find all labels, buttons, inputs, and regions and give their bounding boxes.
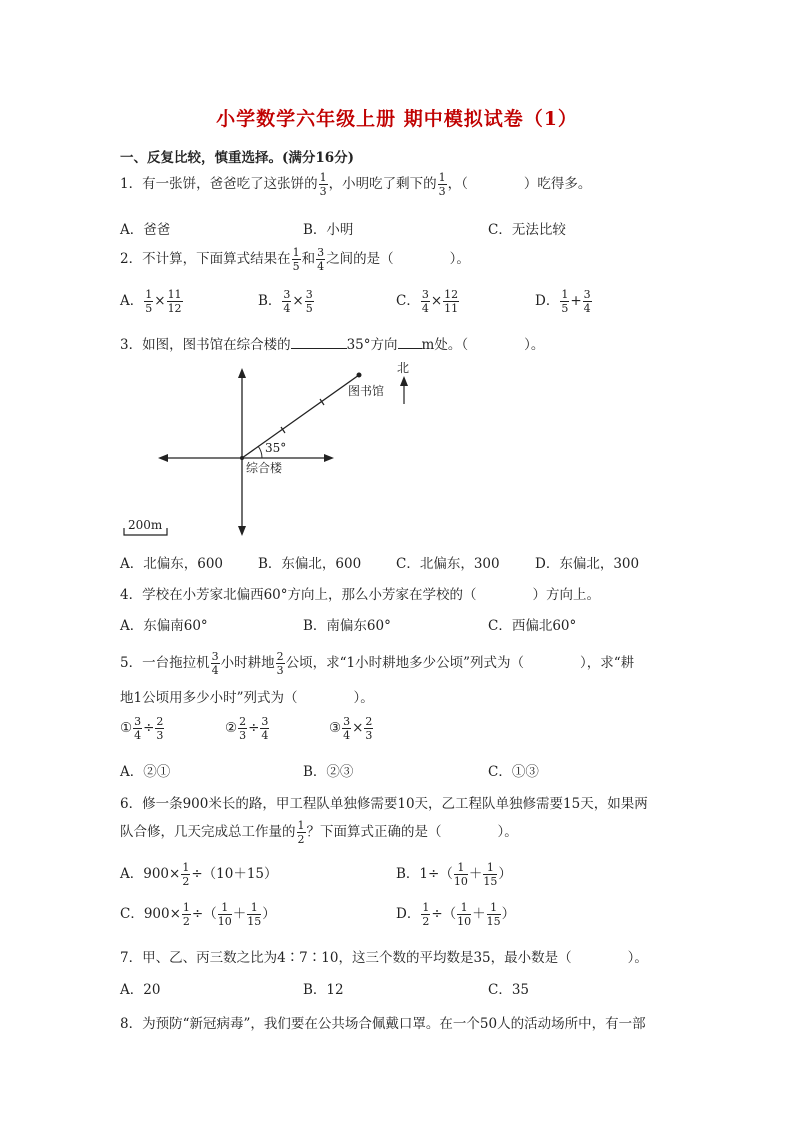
question-3: 3．如图，图书馆在综合楼的 35°方向 m处。（ ）。 <box>120 337 545 353</box>
q6-option-c[interactable]: C．900× $\frac{1}{2}$ ÷（ $\frac{1}{10}$ ＋ $\frac{1}{15}$ ） <box>120 901 276 928</box>
question-5-line-2: 地1公顷用多少小时”列式为（ ）。 <box>120 690 374 706</box>
q4-option-c[interactable]: C．西偏北60° <box>488 618 577 634</box>
question-4: 4．学校在小芳家北偏西60°方向上，那么小芳家在学校的（ ）方向上。 <box>120 587 601 603</box>
question-7: 7．甲、乙、丙三数之比为4∶7∶10，这三个数的平均数是35，最小数是（ ）。 <box>120 950 648 966</box>
q6-option-d[interactable]: D． $\frac{1}{2}$ ÷（ $\frac{1}{10}$ ＋ $\frac{1}{15}$ ） <box>396 901 516 928</box>
north-label: 北 <box>397 361 410 375</box>
scale-label: 200m <box>128 518 163 532</box>
question-8: 8．为预防“新冠病毒”，我们要在公共场合佩戴口罩。在一个50人的活动场所中，有一部 <box>120 1016 646 1032</box>
q5-option-a[interactable]: A．②① <box>120 764 171 780</box>
fraction: $\frac{1}{3}$ <box>319 171 327 198</box>
question-6-line-2: 队合修，几天完成总工作量的 $\frac{1}{2}$ ？下面算式正确的是（ ）。 <box>120 819 518 846</box>
fraction: $\frac{1}{3}$ <box>438 171 446 198</box>
question-5: 5．一台拖拉机 $\frac{3}{4}$ 小时耕地 $\frac{2}{3}$ 公顷，求“1小时耕地多少公顷”列式为（ ），求“耕 <box>120 650 635 677</box>
q6-option-b[interactable]: B．1÷（ $\frac{1}{10}$ ＋ $\frac{1}{15}$ ） <box>396 861 512 888</box>
section-heading: 一、反复比较，慎重选择。(满分16分) <box>120 150 355 166</box>
q3-option-b[interactable]: B．东偏北，600 <box>258 556 362 572</box>
q7-option-b[interactable]: B．12 <box>303 982 344 998</box>
library-label: 图书馆 <box>348 384 385 398</box>
q4-option-a[interactable]: A．东偏南60° <box>120 618 208 634</box>
q2-option-d[interactable]: D． $\frac{1}{5}$ + $\frac{3}{4}$ <box>535 288 591 315</box>
q2-option-a[interactable]: A． $\frac{1}{5}$ × $\frac{11}{12}$ <box>120 288 182 315</box>
origin-point <box>240 456 244 460</box>
arrow-right-icon <box>324 454 334 462</box>
arrow-up-icon <box>238 368 246 378</box>
question-1: 1．有一张饼，爸爸吃了这张饼的 $\frac{1}{3}$ ，小明吃了剩下的 $\frac{1}{3}$ ，（ ）吃得多。 <box>120 171 592 198</box>
q3-option-c[interactable]: C．北偏东，300 <box>396 556 500 572</box>
question-6: 6．修一条900米长的路，甲工程队单独修需要10天，乙工程队单独修需要15天，如果两 <box>120 796 648 812</box>
q5-expression-3: ③ $\frac{3}{4}$ × $\frac{2}{3}$ <box>329 715 373 742</box>
q3-option-d[interactable]: D．东偏北，300 <box>535 556 640 572</box>
q2-option-c[interactable]: C． $\frac{3}{4}$ × $\frac{12}{11}$ <box>396 288 459 315</box>
page-title: 小学数学六年级上册 期中模拟试卷（1） <box>216 108 578 130</box>
q1-option-b[interactable]: B．小明 <box>303 222 354 238</box>
q3-option-a[interactable]: A．北偏东，600 <box>120 556 224 572</box>
q7-option-c[interactable]: C．35 <box>488 982 530 998</box>
direction-line <box>242 375 359 458</box>
q2-option-b[interactable]: B． $\frac{3}{4}$ × $\frac{3}{5}$ <box>258 288 313 315</box>
q1-option-c[interactable]: C．无法比较 <box>488 222 566 238</box>
q7-option-a[interactable]: A．20 <box>120 982 161 998</box>
direction-diagram <box>0 0 794 560</box>
q1-option-a[interactable]: A．爸爸 <box>120 222 171 238</box>
building-label: 综合楼 <box>246 461 283 475</box>
q5-expression-2: ② $\frac{2}{3}$ ÷ $\frac{3}{4}$ <box>225 715 269 742</box>
question-2: 2．不计算，下面算式结果在 $\frac{1}{5}$ 和 $\frac{3}{4}$ 之间的是（ ）。 <box>120 246 470 273</box>
arrow-left-icon <box>158 454 168 462</box>
q4-option-b[interactable]: B．南偏东60° <box>303 618 391 634</box>
q5-option-c[interactable]: C．①③ <box>488 764 539 780</box>
q5-expression-1: ① $\frac{3}{4}$ ÷ $\frac{2}{3}$ <box>120 715 164 742</box>
north-arrow-icon <box>400 376 408 386</box>
q6-option-a[interactable]: A．900× $\frac{1}{2}$ ÷（10＋15） <box>120 861 278 888</box>
angle-label: 35° <box>265 441 287 455</box>
library-point <box>357 373 362 378</box>
q5-option-b[interactable]: B．②③ <box>303 764 354 780</box>
arrow-down-icon <box>238 526 246 536</box>
angle-arc <box>258 446 262 458</box>
